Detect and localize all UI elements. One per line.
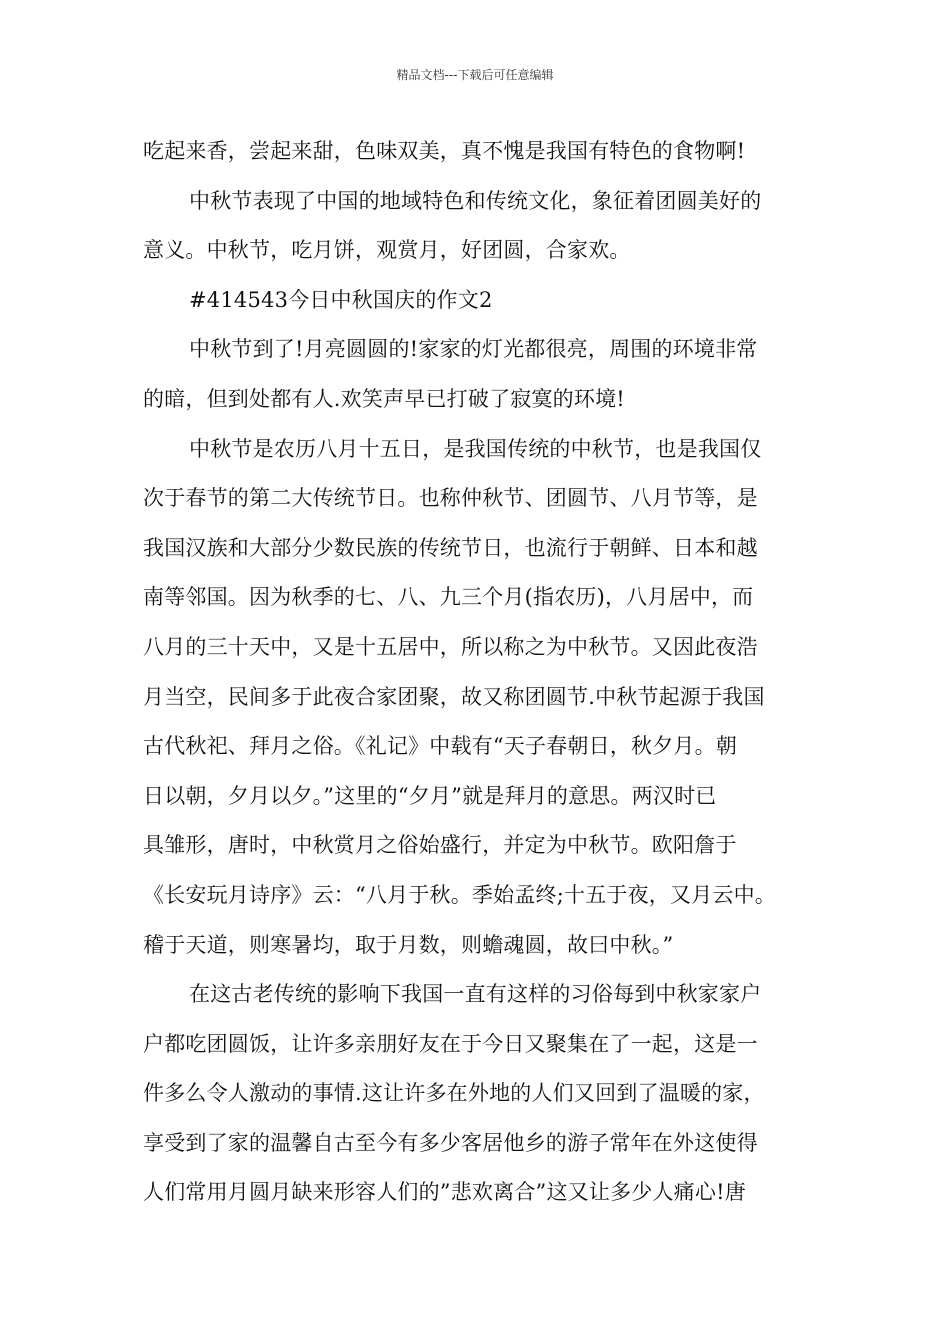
text-line: 次于春节的第二大传统节日。也称仲秋节、团圆节、八月节等，是	[143, 486, 758, 511]
page-header: 精品文档---下载后可任意编辑	[396, 68, 554, 82]
text-line: 月当空，民间多于此夜合家团聚，故又称团圆节.中秋节起源于我国	[143, 684, 765, 709]
text-line: 具雏形，唐时，中秋赏月之俗始盛行，并定为中秋节。欧阳詹于	[143, 833, 737, 858]
text-line: 八月的三十天中，又是十五居中，所以称之为中秋节。又因此夜浩	[143, 634, 758, 659]
text-line: 吃起来香，尝起来甜，色味双美，真不愧是我国有特色的食物啊!	[143, 139, 746, 163]
text-line: 日以朝，夕月以夕。”这里的“夕月”就是拜月的意思。两汉时已	[143, 783, 717, 808]
text-line: 古代秋祀、拜月之俗。《礼记》中载有“天子春朝日，秋夕月。朝	[143, 734, 738, 759]
text-line: 的暗，但到处都有人.欢笑声早已打破了寂寞的环境!	[143, 386, 625, 411]
paragraph-first-line: 在这古老传统的影响下我国一直有这样的习俗每到中秋家家户	[189, 982, 762, 1007]
text-line: 南等邻国。因为秋季的七、八、九三个月(指农历)，八月居中，而	[143, 585, 754, 610]
document-body	[143, 127, 823, 1218]
text-line: 意义。中秋节，吃月饼，观赏月，好团圆，合家欢。	[143, 238, 631, 263]
text-line: 享受到了家的温馨自古至今有多少客居他乡的游子常年在外这使得	[143, 1130, 758, 1155]
text-line: 人们常用月圆月缺来形容人们的”悲欢离合”这又让多少人痛心!唐	[143, 1180, 746, 1205]
text-line: 件多么令人激动的事情.这让许多在外地的人们又回到了温暖的家，	[143, 1081, 765, 1106]
paragraph-first-line: 中秋节表现了中国的地域特色和传统文化，象征着团圆美好的	[189, 188, 762, 213]
text-line: 户都吃团圆饭，让许多亲朋好友在于今日又聚集在了一起，这是一	[143, 1031, 758, 1056]
text-line: 我国汉族和大部分少数民族的传统节日，也流行于朝鲜、日本和越	[143, 535, 758, 560]
paragraph-first-line: 中秋节到了!月亮圆圆的!家家的灯光都很亮，周围的环境非常	[189, 337, 758, 362]
text-line: 稽于天道，则寒暑均，取于月数，则蟾魂圆，故曰中秋。”	[143, 932, 674, 957]
paragraph-first-line: 中秋节是农历八月十五日，是我国传统的中秋节，也是我国仅	[189, 436, 762, 461]
section-heading: #414543今日中秋国庆的作文2	[189, 287, 493, 312]
text-line: 《长安玩月诗序》云：“八月于秋。季始孟终;十五于夜，又月云中。	[143, 882, 777, 907]
